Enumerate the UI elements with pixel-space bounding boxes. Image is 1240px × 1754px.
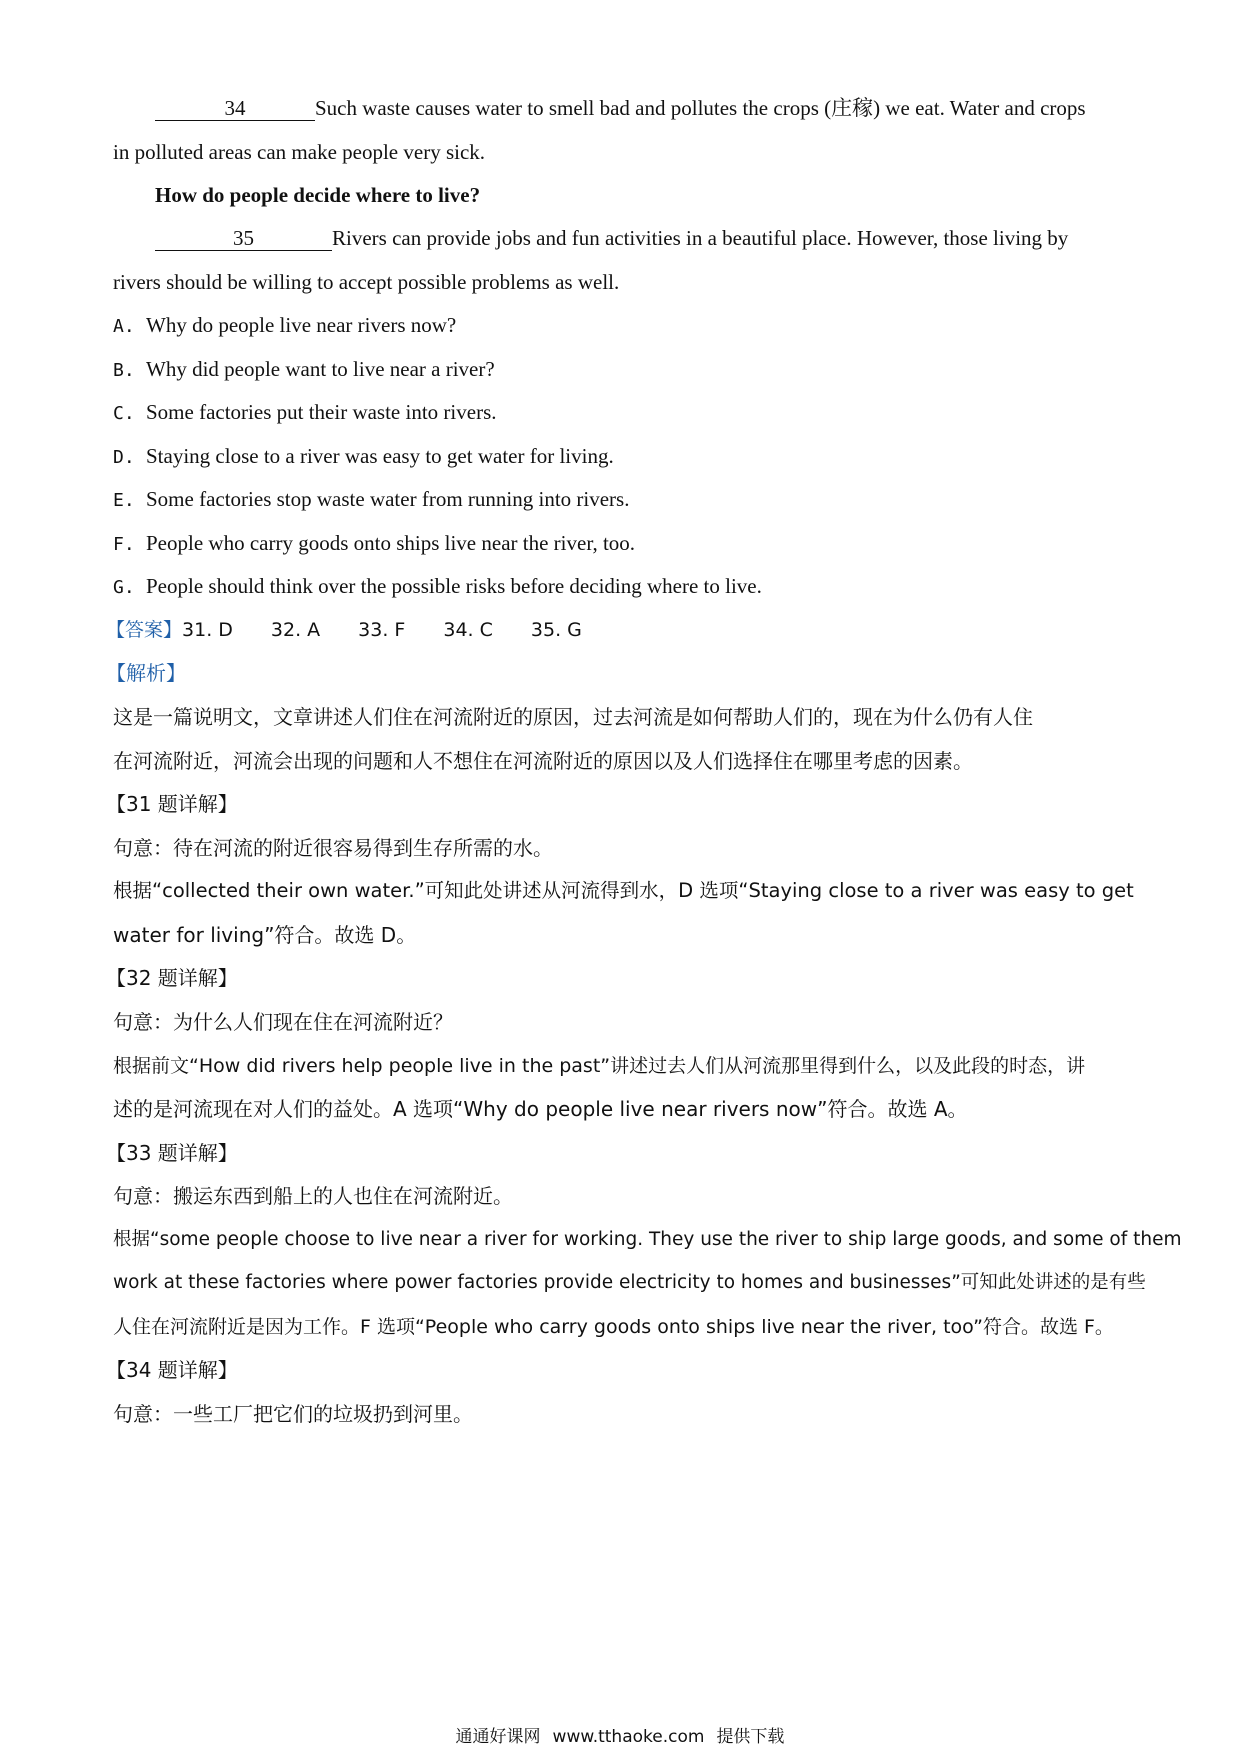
page-footer [0,1722,1240,1747]
detail-31-meaning: 句意：待在河流的附近很容易得到生存所需的水。 [113,836,553,860]
option-text: Why do people live near rivers now? [146,313,457,337]
option-text: Why did people want to live near a river? [146,357,495,381]
option-text: Some factories stop waste water from running into rivers. [146,487,630,511]
option-d [113,442,1133,472]
option-letter: A. [113,316,135,337]
detail-33-line: work at these factories where power factories provide electricity to homes and businesses”可知此处讲述的是有些 [113,1272,1146,1293]
option-letter: D. [113,447,135,468]
option-text: People should think over the possible risks before deciding where to live. [146,574,762,598]
option-a [113,311,1133,341]
footer-url[interactable]: www.tthaoke.com [552,1727,705,1747]
option-e [113,485,1133,515]
q34-line [155,94,1175,122]
option-c [113,398,1133,428]
detail-32-line: 根据前文“How did rivers help people live in the past”讲述过去人们从河流那里得到什么，以及此段的时态，讲 [113,1055,1086,1077]
detail-34-meaning: 句意：一些工厂把它们的垃圾扔到河里。 [113,1402,473,1426]
detail-32-line: 述的是河流现在对人们的益处。A 选项“Why do people live near rivers now”符合。故选 A。 [113,1097,968,1121]
section-heading: How do people decide where to live? [155,183,481,207]
detail-33-line: 人住在河流附近是因为工作。F 选项“People who carry goods onto ships live near the river, too”符合。故选 F。 [113,1316,1114,1338]
q34-blank[interactable]: 34 [155,96,315,121]
answer-label: 【答案】 [106,619,183,641]
q35-blank[interactable]: 35 [155,226,332,251]
option-g [113,572,1133,602]
detail-33-line: 根据“some people choose to live near a river for working. They use the river to ship large goods, and some of them [113,1229,1182,1250]
q35-continuation: rivers should be willing to accept possible problems as well. [113,270,620,294]
option-text: Staying close to a river was easy to get water for living. [146,444,614,468]
q35-line [155,224,1175,252]
analysis-label: 【解析】 [106,661,186,685]
detail-34-title: 【34 题详解】 [106,1358,238,1382]
option-letter: E. [113,490,135,511]
option-b [113,355,1133,385]
footer-note: 提供下载 [716,1727,785,1747]
footer-site: 通通好课网 [455,1727,541,1747]
answer-item: 35. G [530,619,582,641]
q35-text: Rivers can provide jobs and fun activities in a beautiful place. However, those living by [332,226,1069,250]
answer-item: 31. D [182,619,233,641]
option-letter: F. [113,534,135,555]
detail-31-title: 【31 题详解】 [106,792,238,816]
answer-row [106,616,1126,644]
detail-33-title: 【33 题详解】 [106,1141,238,1165]
summary-line: 在河流附近，河流会出现的问题和人不想住在河流附近的原因以及人们选择住在哪里考虑的因素。 [113,749,973,773]
option-text: People who carry goods onto ships live near the river, too. [146,531,636,555]
q34-text: Such waste causes water to smell bad and pollutes the crops (庄稼) we eat. Water and crops [315,96,1086,120]
detail-31-line: 根据“collected their own water.”可知此处讲述从河流得到水，D 选项“Staying close to a river was easy to get [113,879,1134,902]
summary-line: 这是一篇说明文，文章讲述人们住在河流附近的原因，过去河流是如何帮助人们的，现在为什么仍有人住 [113,705,1033,729]
detail-31-line: water for living”符合。故选 D。 [113,923,417,947]
option-text: Some factories put their waste into rivers. [146,400,497,424]
detail-32-meaning: 句意：为什么人们现在住在河流附近？ [113,1010,453,1034]
q34-continuation: in polluted areas can make people very sick. [113,140,486,164]
option-letter: C. [113,403,135,424]
option-letter: G. [113,577,135,598]
detail-33-meaning: 句意：搬运东西到船上的人也住在河流附近。 [113,1184,513,1208]
answer-item: 34. C [443,619,493,641]
detail-32-title: 【32 题详解】 [106,966,238,990]
answer-item: 32. A [270,619,321,641]
option-letter: B. [113,360,135,381]
answer-item: 33. F [358,619,406,641]
option-f [113,529,1133,559]
